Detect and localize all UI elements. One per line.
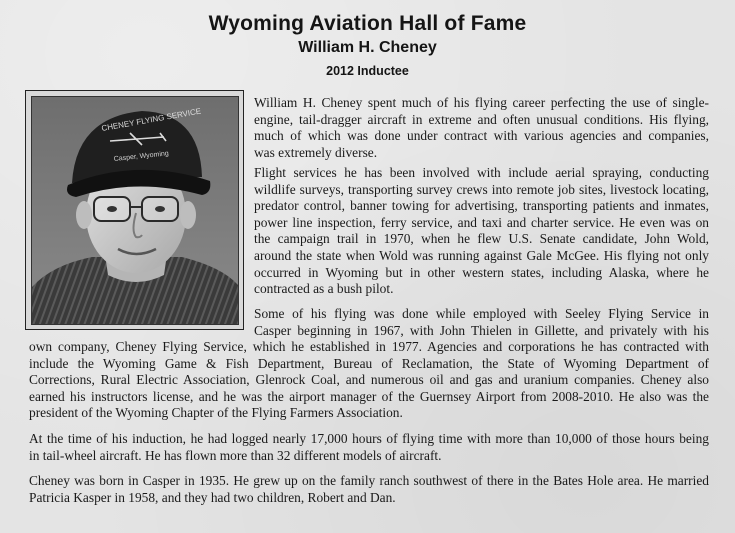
inductee-year: 2012 Inductee — [326, 64, 409, 78]
paragraph-line: wildlife surveys, transporting survey crews into remote job sites, livestock locating, — [254, 181, 709, 197]
page-title: Wyoming Aviation Hall of Fame — [208, 12, 527, 35]
paragraph-line: Some of his flying was done while employed with Seeley Flying Service in — [254, 306, 709, 321]
paragraph-line: Corrections, Rural Electric Association, Glenrock Coal, and numerous oil and gas and uranium companies. Cheney also — [29, 372, 709, 388]
paragraph-line: Cheney was born in Casper in 1935. He grew up on the family ranch southwest of there in the Bates Hole area. He married — [29, 473, 709, 488]
paragraph-line: around the state when Wold was running against Gale McGee. His flying not only — [254, 247, 709, 263]
paragraph-3-bottom — [29, 339, 709, 422]
paragraph-line: Casper beginning in 1967, with John Thielen in Gillette, and privately with his — [254, 322, 709, 338]
paragraph-line: power line inspection, ferry service, and taxi and charter service. He even was on — [254, 214, 709, 230]
paragraph-5 — [29, 473, 709, 506]
paragraph-line: predator control, banner towing for advertising, transporting patients and inmates, — [254, 198, 709, 214]
cap-text-top: CHENEY FLYING SERVICE — [100, 106, 202, 133]
paragraph-1 — [254, 95, 709, 161]
paragraph-line: president of the Wyoming Chapter of the Flying Farmers Association. — [29, 405, 403, 421]
paragraph-line: much of which was done under contract with various agencies and companies, — [254, 128, 709, 144]
inductee-name: William H. Cheney — [298, 39, 437, 56]
portrait-illustration — [32, 97, 238, 324]
paragraph-line: include the Wyoming Game & Fish Department, Bureau of Reclamation, the State of Wyoming Department of — [29, 355, 709, 371]
paragraph-2 — [254, 165, 709, 298]
paragraph-line: earned his instructors license, and he was the airport manager of the Guernsey Airport from 2008-2010. He also was the — [29, 388, 709, 404]
paragraph-line: the campaign trail in 1970, when he flew U.S. Senate candidate, John Wold, — [254, 231, 709, 247]
paragraph-3-top — [254, 306, 709, 339]
paragraph-line: was extremely diverse. — [254, 144, 378, 160]
cap-text-bottom: Casper, Wyoming — [113, 150, 170, 163]
paragraph-line: in tail-wheel aircraft. He has flown more than 32 different models of aircraft. — [29, 447, 442, 463]
paragraph-line: engine, tail-dragger aircraft in extreme and often unusual conditions. His flying, — [254, 111, 709, 127]
portrait-photo — [31, 96, 239, 325]
paragraph-line: William H. Cheney spent much of his flying career perfecting the use of single- — [254, 95, 709, 110]
paragraph-line: At the time of his induction, he had logged nearly 17,000 hours of flying time with more than 10,000 of those hours being — [29, 431, 709, 446]
paragraph-line: occurred in Wyoming but in other western states, including Alaska, where he — [254, 264, 709, 280]
paragraph-4 — [29, 431, 709, 464]
paragraph-line: contracted as a bush pilot. — [254, 281, 394, 297]
paragraph-line: Flight services he has been involved with include aerial spraying, conducting — [254, 165, 709, 180]
portrait-frame — [25, 90, 244, 330]
paragraph-line: Patricia Kasper in 1958, and they had two children, Robert and Dan. — [29, 489, 396, 505]
paragraph-line: own company, Cheney Flying Service, which he established in 1977. Agencies and corporations he has contracted with — [29, 339, 709, 354]
